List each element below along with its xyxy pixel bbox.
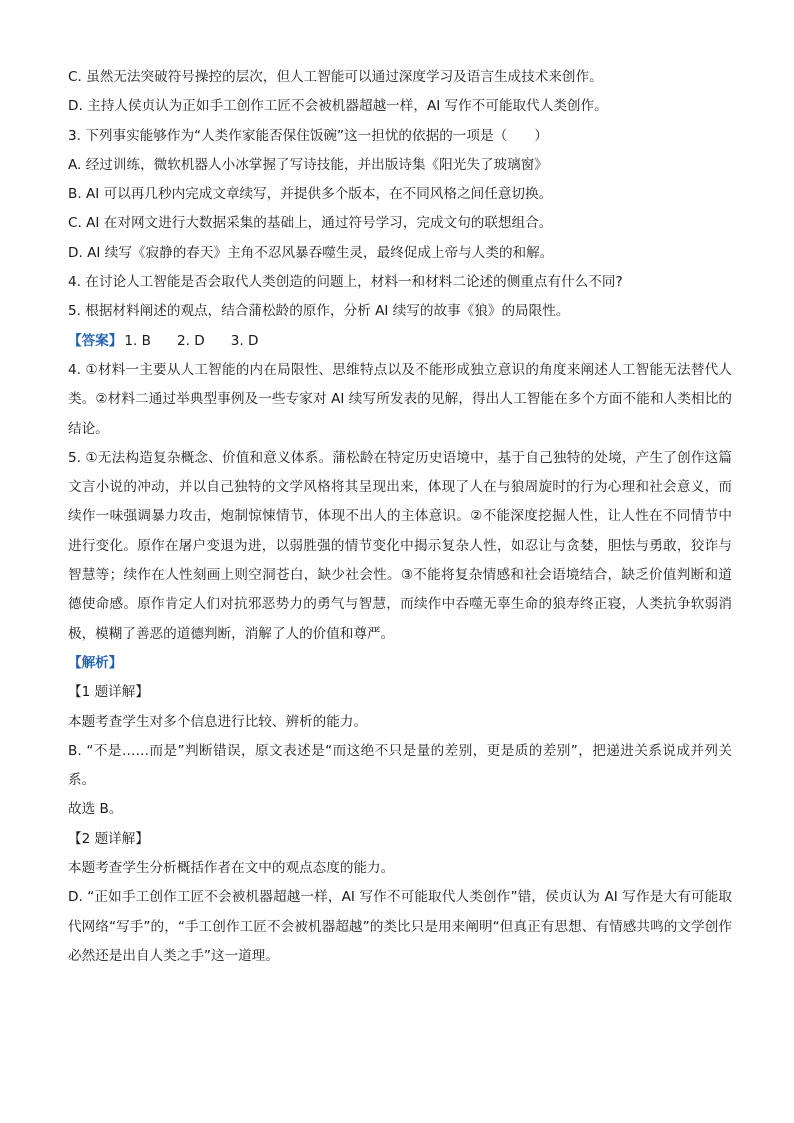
question-3-option-d: D. AI 续写《寂静的春天》主角不忍风暴吞噬生灵，最终促成上帝与人类的和解。 [68, 244, 554, 261]
answer-5-paragraph: 5. ①无法构造复杂概念、价值和意义体系。蒲松龄在特定历史语境中，基于自己独特的处境，产生了创作这篇文言小说的冲动，并以自己独特的文学风格将其呈现出来，体现了人在与狼周旋时的行为心理和社会意义，而续作一味强调暴力攻击，炮制惊悚情节，体现不出人的主体意识。②不能深度挖掘人性，让人性在不同情节中进行变化。原作在屠户变退为进，以弱胜强的情节变化中揭示复杂人性，如忍让与贪婪，胆怯与勇敢，狡诈与智慧等；续作在人性刻画上则空洞苍白，缺少社会性。③不能将复杂情感和社会语境结合，缺乏价值判断和道德使命感。原作肯定人们对抗邪恶势力的勇气与智慧，而续作中吞噬无辜生命的狼寿终正寝，人类抗争软弱消极，模糊了善恶的道德判断，消解了人的价值和尊严。 [68, 449, 732, 642]
question-3-option-c: C. AI 在对网文进行大数据采集的基础上，通过符号学习，完成文句的联想组合。 [68, 215, 553, 232]
document-body [68, 63, 732, 971]
answer-line [68, 327, 732, 356]
question-3-option-b: B. AI 可以再几秒内完成文章续写，并提供多个版本，在不同风格之间任意切换。 [68, 186, 553, 203]
detail-1-option-b: B. “不是……而是”判断错误，原文表述是“而这绝不只是量的差别，更是质的差别”，把递进关系说成并列关系。 [68, 742, 732, 789]
analysis-heading [68, 649, 732, 678]
answer-4-paragraph: 4. ①材料一主要从人工智能的内在局限性、思维特点以及不能形成独立意识的角度来阐述人工智能无法替代人类。②材料二通过举典型事例及一些专家对 AI 续写所发表的见解，得出人工智能在多个方面不能和人类相比的结论。 [68, 361, 732, 437]
answer-1: 1. B [124, 332, 151, 349]
question-3: 3. 下列事实能够作为“人类作家能否保住饭碗”这一担忧的依据的一项是（ ） [68, 127, 548, 144]
question-4: 4. 在讨论人工智能是否会取代人类创造的问题上，材料一和材料二论述的侧重点有什么不同? [68, 274, 623, 291]
analysis-label: 【解析】 [68, 654, 123, 671]
option-d-line: D. 主持人侯贞认为正如手工创作工匠不会被机器超越一样，AI 写作不可能取代人类创作。 [68, 98, 608, 115]
detail-2-heading: 【2 题详解】 [68, 830, 149, 847]
question-5: 5. 根据材料阐述的观点，结合蒲松龄的原作，分析 AI 续写的故事《狼》的局限性。 [68, 303, 570, 320]
detail-1-choice: 故选 B。 [68, 801, 123, 818]
detail-1-heading: 【1 题详解】 [68, 684, 149, 701]
question-3-option-a: A. 经过训练，微软机器人小冰掌握了写诗技能，并出版诗集《阳光失了玻璃窗》 [68, 156, 548, 173]
answer-2: 2. D [177, 332, 205, 349]
detail-2-option-d: D. “正如手工创作工匠不会被机器超越一样，AI 写作不可能取代人类创作”错，侯贞认为 AI 写作是大有可能取代网络“写手”的，“手工创作工匠不会被机器超越”的类比只是用来阐明“但真正有思想、有情感共鸣的文学创作必然还是出自人类之手”这一道理。 [68, 889, 732, 964]
answer-label: 【答案】 [68, 332, 123, 349]
answer-3: 3. D [230, 332, 259, 349]
detail-2-intro: 本题考查学生分析概括作者在文中的观点态度的能力。 [68, 860, 395, 877]
option-c-line: C. 虽然无法突破符号操控的层次，但人工智能可以通过深度学习及语言生成技术来创作。 [68, 69, 603, 85]
detail-1-intro: 本题考查学生对多个信息进行比较、辨析的能力。 [68, 713, 368, 730]
